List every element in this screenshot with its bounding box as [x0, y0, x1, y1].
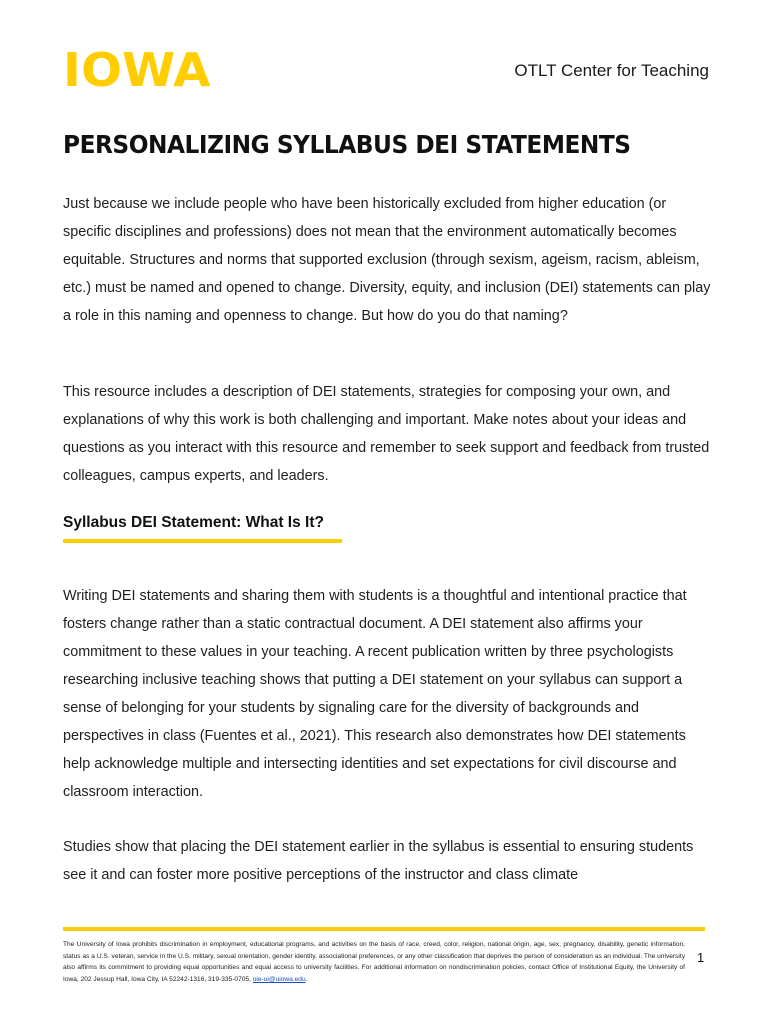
heading-underline: [63, 539, 342, 543]
oie-email-link[interactable]: oie-ui@uiowa.edu: [252, 975, 306, 983]
disclaimer-text: The University of Iowa prohibits discrimination in employment, educational programs, and activities on the basis of race, creed, color, religion, national origin, age, sex, pregnancy, disability, genetic information, status as a U.S. veteran, service in the U.S. military, sexual orientation, gender identity, associational preferences, or any other classification that deprives the person of consideration as an individual. The university also affirms its commitment to providing equal opportunities and equal access to university facilities. For additional information on nondiscrimination policies, contact Office of Institutional Equity, the University of Iowa, 202 Jessup Hall, Iowa City, IA 52242-1316, 319-335-0705,: [63, 941, 685, 983]
intro-paragraph-1: Just because we include people who have been historically excluded from higher education (or specific disciplines and professions) does not mean that the environment automatically becomes equitable. Structures and norms that supported exclusion (through sexism, ageism, racism, ableism, etc.) must be named and opened to change. Diversity, equity, and inclusion (DEI) statements can play a role in this naming and openness to change. But how do you do that naming?: [63, 196, 711, 324]
page-number: 1: [697, 950, 705, 965]
section-heading: Syllabus DEI Statement: What Is It?: [63, 514, 324, 531]
intro-paragraph-2: This resource includes a description of DEI statements, strategies for composing your own, and explanations of why this work is both challenging and important. Make notes about your ideas and questions as you interact with this resource and remember to seek support and feedback from trusted colleagues, campus experts, and leaders.: [63, 384, 710, 484]
section-paragraph-2: Studies show that placing the DEI statement earlier in the syllabus is essential to ensuring students see it and can foster more positive perceptions of the instructor and class climate: [63, 839, 694, 883]
disclaimer-end: .: [305, 975, 308, 983]
iowa-logo: IOWA: [63, 43, 211, 97]
center-name: OTLT Center for Teaching: [514, 61, 709, 80]
section-paragraph-1: Writing DEI statements and sharing them with students is a thoughtful and intentional practice that fosters change rather than a static contractual document. A DEI statement also affirms your commitment to these values in your teaching. A recent publication written by three psychologists researching inclusive teaching shows that putting a DEI statement on your syllabus can support a sense of belonging for your students by signaling care for the diversity of backgrounds and perspectives in class (Fuentes et al., 2021). This research also demonstrates how DEI statements help acknowledge multiple and intersecting identities and set expectations for civil discourse and classroom interaction.: [63, 588, 687, 800]
nondiscrimination-disclaimer: [63, 939, 685, 985]
document-title: PERSONALIZING SYLLABUS DEI STATEMENTS: [63, 130, 631, 159]
footer-rule: [63, 927, 705, 931]
